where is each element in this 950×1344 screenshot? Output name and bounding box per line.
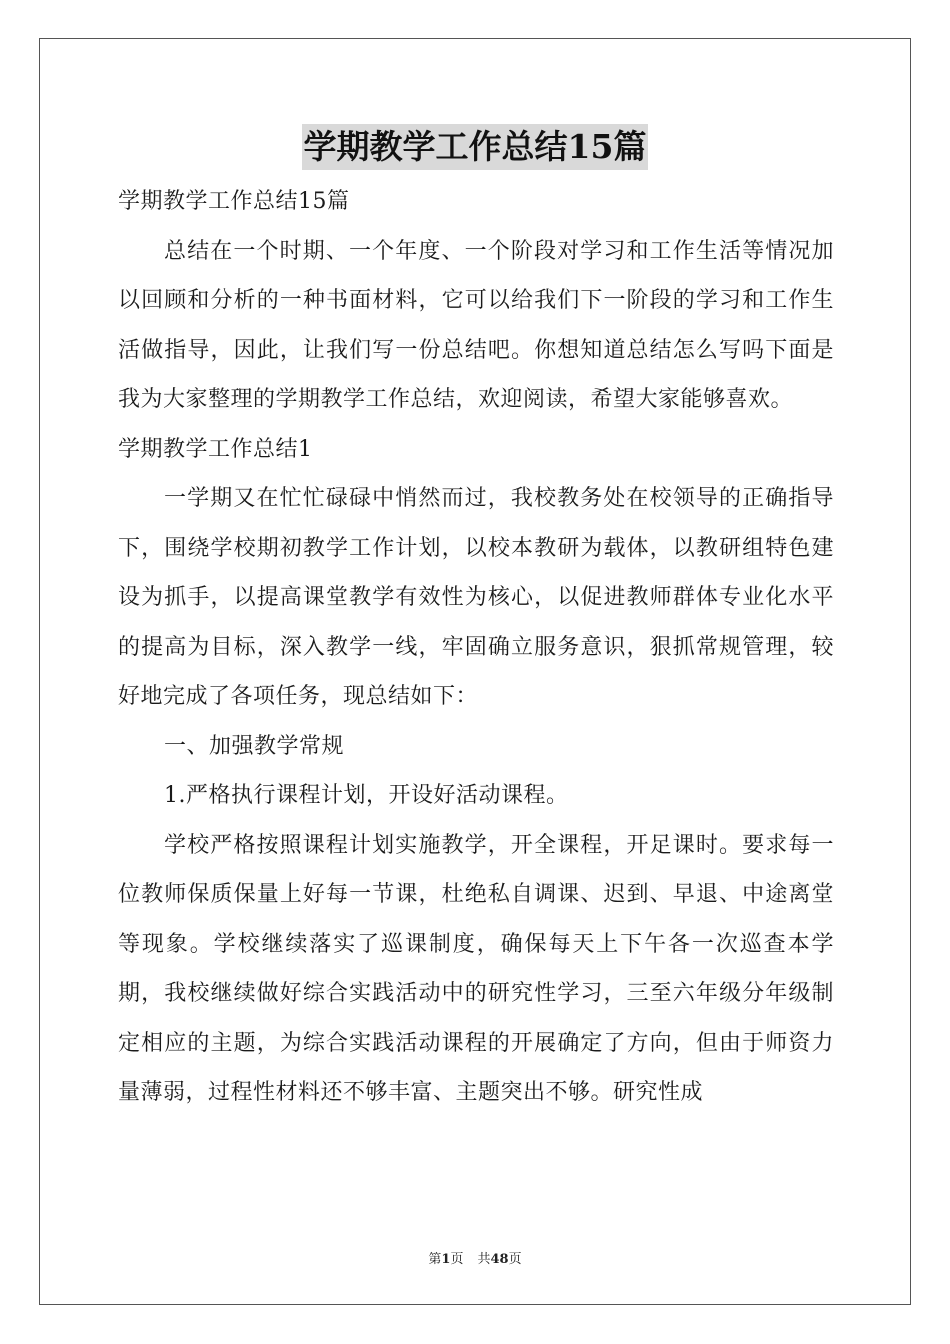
paragraph: 学校严格按照课程计划实施教学，开全课程，开足课时。要求每一位教师保质保量上好每一节课，杜绝私自调课、迟到、早退、中途离堂等现象。学校继续落实了巡课制度，确保每天上下午各一次巡查本学期，我校继续做好综合实践活动中的研究性学习，三至六年级分年级制定相应的主题，为综合实践活动课程的开展确定了方向，但由于师资力量薄弱，过程性材料还不够丰富、主题突出不够。研究性成 bbox=[118, 832, 834, 1105]
total-label-suffix: 页 bbox=[508, 1252, 522, 1267]
paragraph: 一、加强教学常规 bbox=[164, 733, 345, 759]
paragraph: 学期教学工作总结1 bbox=[118, 436, 313, 462]
document-body bbox=[118, 177, 834, 1118]
page-label-prefix: 第 bbox=[428, 1252, 442, 1267]
page-footer bbox=[0, 1248, 950, 1267]
total-label-prefix: 共 bbox=[477, 1252, 491, 1267]
paragraph: 一学期又在忙忙碌碌中悄然而过，我校教务处在校领导的正确指导下，围绕学校期初教学工作计划，以校本教研为载体，以教研组特色建设为抓手，以提高课堂教学有效性为核心，以促进教师群体专业化水平的提高为目标，深入教学一线，牢固确立服务意识，狠抓常规管理，较好地完成了各项任务，现总结如下： bbox=[118, 486, 834, 709]
paragraph: 总结在一个时期、一个年度、一个阶段对学习和工作生活等情况加以回顾和分析的一种书面材料，它可以给我们下一阶段的学习和工作生活做指导，因此，让我们写一份总结吧。你想知道总结怎么写吗下面是我为大家整理的学期教学工作总结，欢迎阅读，希望大家能够喜欢。 bbox=[118, 238, 834, 412]
paragraph: 1.严格执行课程计划，开设好活动课程。 bbox=[164, 783, 569, 808]
paragraph: 学期教学工作总结15篇 bbox=[118, 189, 350, 214]
page-label-suffix: 页 bbox=[450, 1252, 464, 1267]
title-container bbox=[0, 124, 950, 170]
document-title: 学期教学工作总结15篇 bbox=[302, 124, 649, 170]
current-page-number: 1 bbox=[441, 1252, 451, 1267]
total-page-count: 48 bbox=[490, 1252, 509, 1267]
